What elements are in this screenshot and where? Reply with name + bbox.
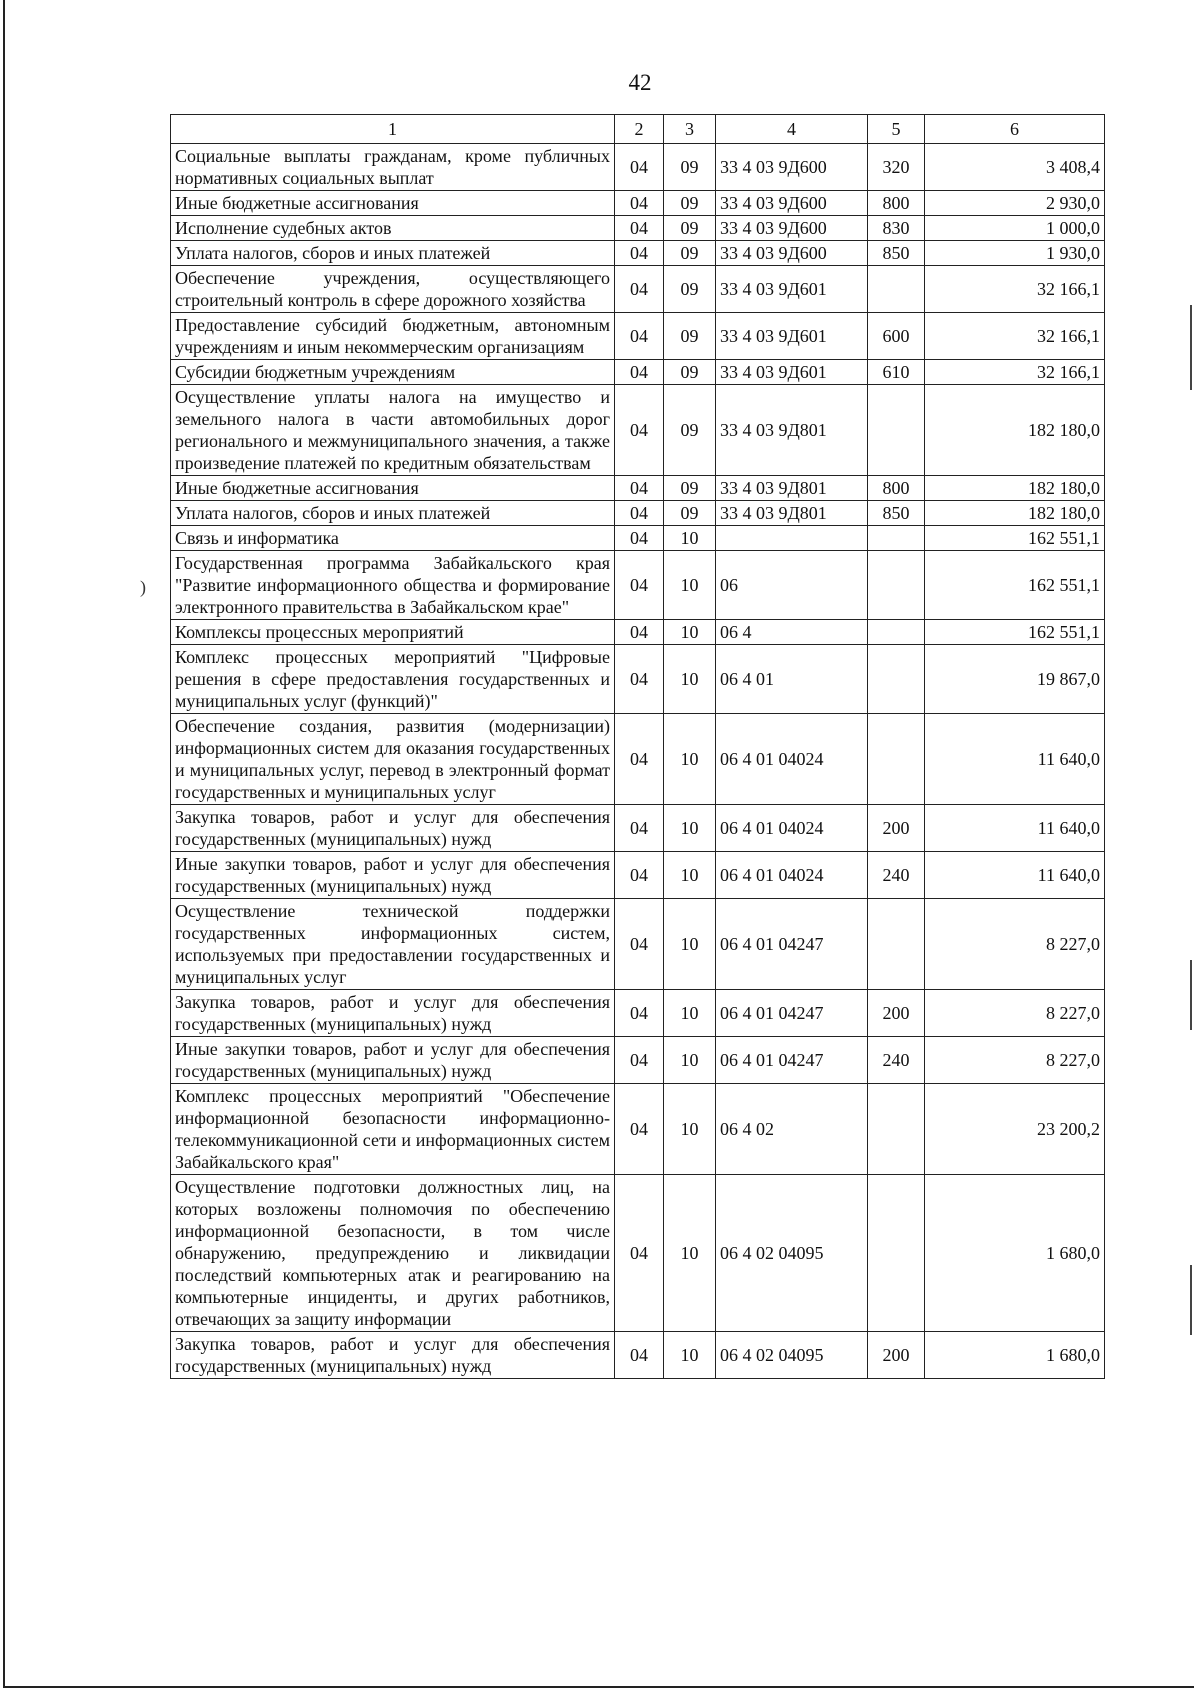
table-row [171,990,1105,1037]
row-expense-type [868,714,925,805]
row-name: Обеспечение учреждения, осуществляющего строительный контроль в сфере дорожного хозяйства [171,266,615,313]
row-expense-type: 200 [868,990,925,1037]
row-section-code: 04 [615,266,664,313]
row-target-article: 06 4 01 04024 [716,852,868,899]
row-amount: 1 680,0 [925,1332,1105,1379]
row-amount: 182 180,0 [925,476,1105,501]
row-subsection-code: 10 [664,990,716,1037]
row-amount: 162 551,1 [925,526,1105,551]
row-subsection-code: 10 [664,1037,716,1084]
row-expense-type [868,645,925,714]
header-col-1: 1 [171,115,615,144]
table-row [171,266,1105,313]
row-expense-type: 800 [868,191,925,216]
row-section-code: 04 [615,551,664,620]
row-subsection-code: 09 [664,476,716,501]
row-expense-type [868,1175,925,1332]
row-amount: 3 408,4 [925,144,1105,191]
row-amount: 8 227,0 [925,1037,1105,1084]
table-row [171,526,1105,551]
row-name: Иные бюджетные ассигнования [171,476,615,501]
row-amount: 8 227,0 [925,899,1105,990]
row-target-article: 33 4 03 9Д601 [716,266,868,313]
row-section-code: 04 [615,714,664,805]
row-subsection-code: 09 [664,144,716,191]
row-amount: 32 166,1 [925,266,1105,313]
row-target-article: 33 4 03 9Д600 [716,144,868,191]
row-amount: 11 640,0 [925,852,1105,899]
table-row [171,1332,1105,1379]
row-expense-type: 240 [868,1037,925,1084]
row-section-code: 04 [615,313,664,360]
row-subsection-code: 10 [664,1332,716,1379]
row-amount: 1 930,0 [925,241,1105,266]
margin-bracket: ) [140,577,146,597]
table-row [171,501,1105,526]
table-row [171,1175,1105,1332]
row-target-article: 06 4 01 04247 [716,899,868,990]
table-row [171,191,1105,216]
row-name: Предоставление субсидий бюджетным, автономным учреждениям и иным некоммерческим организациям [171,313,615,360]
row-subsection-code: 10 [664,714,716,805]
row-section-code: 04 [615,620,664,645]
row-name: Государственная программа Забайкальского края "Развитие информационного общества и формирование электронного правительства в Забайкальском крае" [171,551,615,620]
row-subsection-code: 10 [664,1084,716,1175]
table-row [171,144,1105,191]
table-body [171,144,1105,1379]
row-name: Связь и информатика [171,526,615,551]
row-section-code: 04 [615,385,664,476]
row-name: Уплата налогов, сборов и иных платежей [171,241,615,266]
row-target-article: 06 4 01 04024 [716,805,868,852]
page-number: 42 [628,70,652,95]
row-expense-type [868,899,925,990]
row-amount: 2 930,0 [925,191,1105,216]
row-expense-type: 850 [868,501,925,526]
row-expense-type: 610 [868,360,925,385]
row-expense-type: 200 [868,1332,925,1379]
row-expense-type [868,551,925,620]
row-amount: 182 180,0 [925,385,1105,476]
row-target-article: 06 4 02 [716,1084,868,1175]
row-expense-type: 600 [868,313,925,360]
row-section-code: 04 [615,1332,664,1379]
row-section-code: 04 [615,501,664,526]
row-target-article: 33 4 03 9Д600 [716,191,868,216]
row-subsection-code: 09 [664,191,716,216]
row-subsection-code: 09 [664,313,716,360]
row-subsection-code: 10 [664,645,716,714]
row-name: Уплата налогов, сборов и иных платежей [171,501,615,526]
table-row [171,1084,1105,1175]
row-name: Иные закупки товаров, работ и услуг для обеспечения государственных (муниципальных) нужд [171,1037,615,1084]
row-name: Иные бюджетные ассигнования [171,191,615,216]
row-section-code: 04 [615,241,664,266]
row-target-article: 06 4 01 [716,645,868,714]
row-expense-type [868,526,925,551]
row-expense-type [868,266,925,313]
row-subsection-code: 09 [664,501,716,526]
row-target-article: 06 4 02 04095 [716,1332,868,1379]
row-subsection-code: 10 [664,620,716,645]
row-target-article: 33 4 03 9Д801 [716,501,868,526]
row-amount: 32 166,1 [925,313,1105,360]
table-row [171,714,1105,805]
row-name: Обеспечение создания, развития (модернизации) информационных систем для оказания государственных и муниципальных услуг, перевод в электронный формат государственных и муниципальных услуг [171,714,615,805]
row-subsection-code: 10 [664,805,716,852]
row-target-article: 06 4 02 04095 [716,1175,868,1332]
table-row [171,805,1105,852]
row-amount: 1 000,0 [925,216,1105,241]
table-row [171,385,1105,476]
header-row [171,115,1105,144]
row-name: Осуществление подготовки должностных лиц, на которых возложены полномочия по обеспечению информационной безопасности, в том числе обнаружению, предупреждению и ликвидации последствий компьютерных атак и реагированию на компьютерные инциденты, и других работников, отвечающих за защиту информации [171,1175,615,1332]
row-target-article [716,526,868,551]
row-target-article: 33 4 03 9Д600 [716,216,868,241]
row-target-article: 06 4 01 04024 [716,714,868,805]
row-amount: 8 227,0 [925,990,1105,1037]
row-expense-type: 200 [868,805,925,852]
row-expense-type: 850 [868,241,925,266]
row-section-code: 04 [615,216,664,241]
row-expense-type [868,620,925,645]
table-row [171,620,1105,645]
table-row [171,1037,1105,1084]
row-section-code: 04 [615,1084,664,1175]
row-amount: 162 551,1 [925,620,1105,645]
table-row [171,313,1105,360]
row-name: Комплекс процессных мероприятий "Обеспечение информационной безопасности информационно-телекоммуникационной сети и информационных систем Забайкальского края" [171,1084,615,1175]
row-target-article: 06 4 01 04247 [716,990,868,1037]
scan-edge-mark [1190,960,1192,1030]
row-subsection-code: 10 [664,1175,716,1332]
row-expense-type [868,1084,925,1175]
row-expense-type: 240 [868,852,925,899]
row-section-code: 04 [615,526,664,551]
row-name: Осуществление уплаты налога на имущество и земельного налога в части автомобильных дорог регионального и межмуниципального значения, а также произведение платежей по кредитным обязательствам [171,385,615,476]
header-col-2: 2 [615,115,664,144]
row-name: Закупка товаров, работ и услуг для обеспечения государственных (муниципальных) нужд [171,990,615,1037]
table-row [171,899,1105,990]
row-subsection-code: 09 [664,241,716,266]
row-amount: 182 180,0 [925,501,1105,526]
header-col-5: 5 [868,115,925,144]
row-section-code: 04 [615,852,664,899]
scan-edge-mark [1190,305,1192,390]
budget-table [170,114,1105,1379]
row-section-code: 04 [615,990,664,1037]
header-col-3: 3 [664,115,716,144]
row-subsection-code: 10 [664,899,716,990]
table-row [171,551,1105,620]
row-subsection-code: 09 [664,266,716,313]
row-section-code: 04 [615,144,664,191]
row-name: Закупка товаров, работ и услуг для обеспечения государственных (муниципальных) нужд [171,805,615,852]
table-row [171,852,1105,899]
row-section-code: 04 [615,191,664,216]
row-section-code: 04 [615,476,664,501]
row-amount: 32 166,1 [925,360,1105,385]
row-amount: 11 640,0 [925,805,1105,852]
row-target-article: 06 [716,551,868,620]
header-col-6: 6 [925,115,1105,144]
row-subsection-code: 10 [664,551,716,620]
table-row [171,645,1105,714]
row-name: Закупка товаров, работ и услуг для обеспечения государственных (муниципальных) нужд [171,1332,615,1379]
row-amount: 11 640,0 [925,714,1105,805]
row-target-article: 33 4 03 9Д601 [716,360,868,385]
row-section-code: 04 [615,645,664,714]
header-col-4: 4 [716,115,868,144]
row-name: Социальные выплаты гражданам, кроме публичных нормативных социальных выплат [171,144,615,191]
row-subsection-code: 09 [664,216,716,241]
row-expense-type [868,385,925,476]
row-subsection-code: 09 [664,360,716,385]
row-section-code: 04 [615,1175,664,1332]
table-row [171,216,1105,241]
row-name: Комплексы процессных мероприятий [171,620,615,645]
row-section-code: 04 [615,899,664,990]
table-row [171,360,1105,385]
row-amount: 162 551,1 [925,551,1105,620]
row-name: Комплекс процессных мероприятий "Цифровые решения в сфере предоставления государственных и муниципальных услуг (функций)" [171,645,615,714]
row-expense-type: 320 [868,144,925,191]
row-target-article: 06 4 01 04247 [716,1037,868,1084]
row-subsection-code: 10 [664,526,716,551]
row-subsection-code: 10 [664,852,716,899]
row-name: Осуществление технической поддержки государственных информационных систем, используемых при предоставлении государственных и муниципальных услуг [171,899,615,990]
row-expense-type: 830 [868,216,925,241]
row-section-code: 04 [615,1037,664,1084]
row-expense-type: 800 [868,476,925,501]
row-section-code: 04 [615,805,664,852]
row-subsection-code: 09 [664,385,716,476]
row-target-article: 33 4 03 9Д801 [716,476,868,501]
row-name: Субсидии бюджетным учреждениям [171,360,615,385]
row-amount: 23 200,2 [925,1084,1105,1175]
row-amount: 1 680,0 [925,1175,1105,1332]
row-section-code: 04 [615,360,664,385]
table-row [171,476,1105,501]
row-name: Исполнение судебных актов [171,216,615,241]
row-name: Иные закупки товаров, работ и услуг для обеспечения государственных (муниципальных) нужд [171,852,615,899]
row-target-article: 33 4 03 9Д600 [716,241,868,266]
row-amount: 19 867,0 [925,645,1105,714]
row-target-article: 06 4 [716,620,868,645]
scan-edge-mark [1190,1265,1192,1335]
row-target-article: 33 4 03 9Д601 [716,313,868,360]
table-row [171,241,1105,266]
row-target-article: 33 4 03 9Д801 [716,385,868,476]
